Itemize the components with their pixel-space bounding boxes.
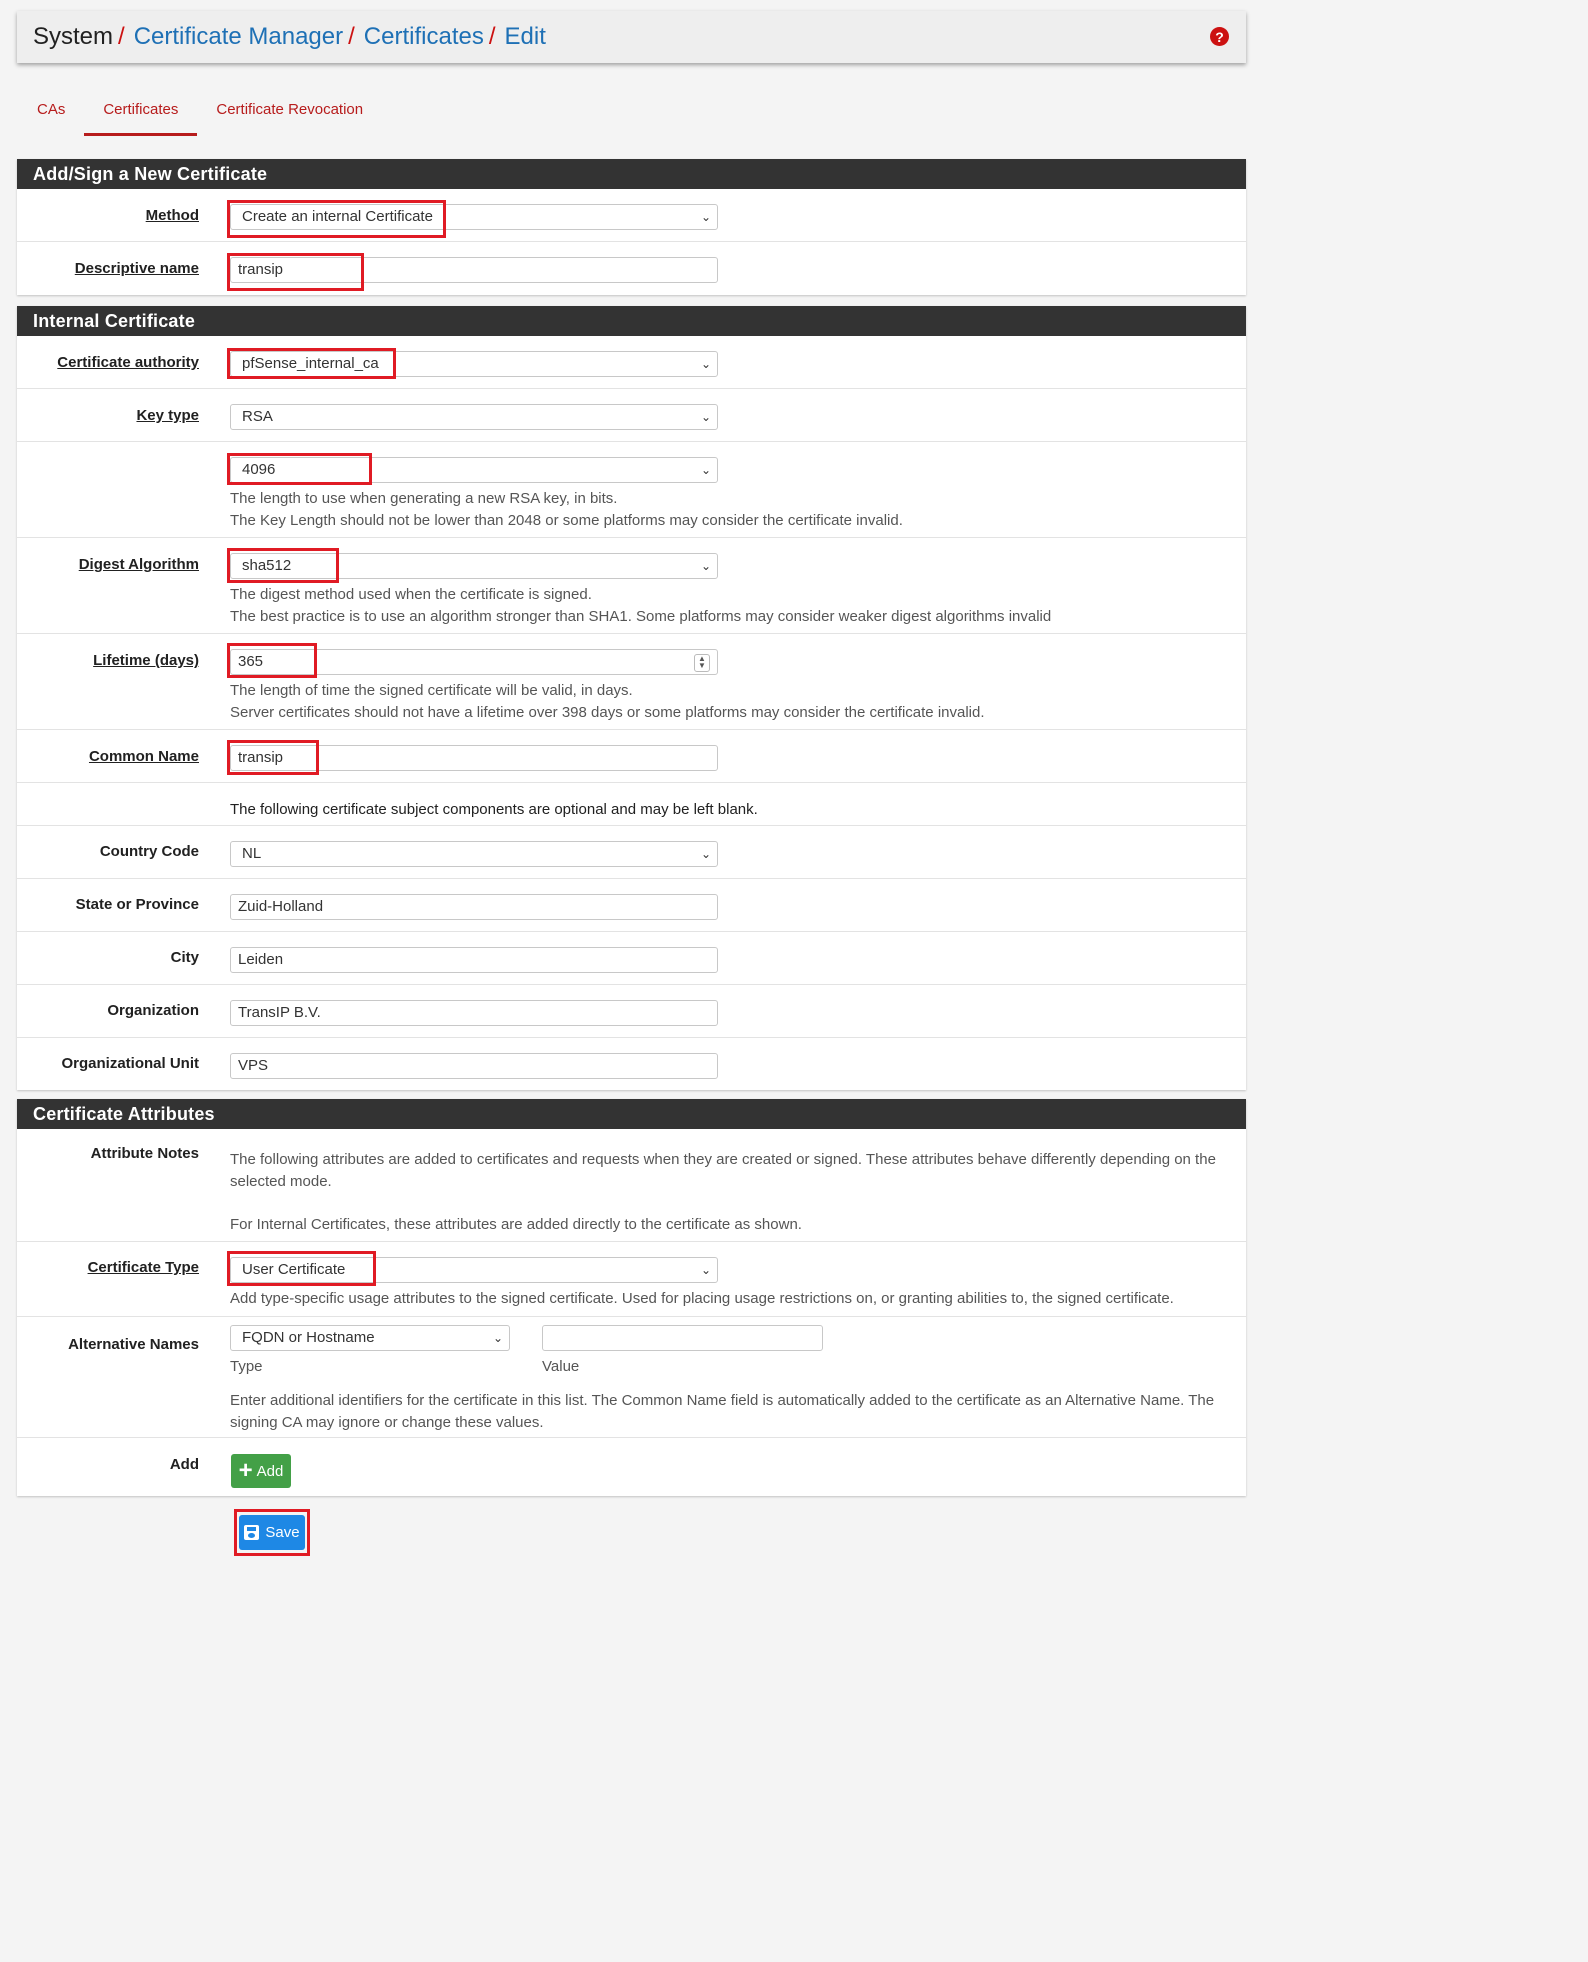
descriptive-name-value: transip	[238, 261, 284, 278]
spinner-icon[interactable]: ▲ ▼	[694, 654, 710, 672]
attribute-notes-label: Attribute Notes	[90, 1145, 199, 1162]
organization-value: TransIP B.V.	[238, 1004, 321, 1021]
method-select[interactable]	[230, 204, 718, 230]
tab-cas[interactable]: CAs	[37, 101, 66, 118]
help-text: The best practice is to use an algorithm stronger than SHA1. Some platforms may consider weaker digest algorithms invalid	[230, 608, 1052, 625]
ca-select-value: pfSense_internal_ca	[242, 355, 379, 372]
organizational-unit-input[interactable]	[230, 1053, 718, 1079]
row-key-type	[17, 389, 1246, 442]
state-input[interactable]	[230, 894, 718, 920]
organizational-unit-label: Organizational Unit	[61, 1055, 199, 1072]
state-label: State or Province	[75, 896, 199, 913]
ca-select[interactable]	[230, 351, 718, 377]
breadcrumb-edit[interactable]: Edit	[504, 23, 546, 50]
row-attribute-notes	[17, 1129, 1246, 1242]
panel-heading-add-sign: Add/Sign a New Certificate	[17, 159, 1246, 189]
help-text: The digest method used when the certificate is signed.	[230, 586, 592, 603]
chevron-down-icon: ⌄	[492, 1331, 503, 1345]
panel-add-sign	[17, 159, 1246, 295]
digest-select-value: sha512	[242, 557, 292, 574]
organizational-unit-value: VPS	[238, 1057, 269, 1074]
panel-heading-internal: Internal Certificate	[17, 306, 1246, 336]
breadcrumb-separator: /	[118, 23, 125, 50]
breadcrumb-certificates[interactable]: Certificates	[363, 23, 484, 50]
descriptive-name-label: Descriptive name	[74, 260, 199, 277]
common-name-input[interactable]	[230, 745, 718, 771]
row-lifetime	[17, 634, 1246, 730]
alternative-names-label: Alternative Names	[68, 1336, 199, 1353]
save-icon	[244, 1525, 259, 1540]
method-label: Method	[145, 207, 199, 224]
panel-certificate-attributes	[17, 1099, 1246, 1496]
lifetime-label: Lifetime (days)	[93, 652, 199, 669]
tab-certificates[interactable]: Certificates	[84, 94, 197, 136]
country-code-value: NL	[242, 845, 262, 862]
method-select-value: Create an internal Certificate	[242, 208, 433, 225]
tab-bar	[18, 94, 382, 138]
row-city	[17, 932, 1246, 985]
alternative-names-help	[230, 1390, 1230, 1434]
row-key-length	[17, 442, 1246, 538]
digest-label: Digest Algorithm	[78, 556, 199, 573]
chevron-down-icon: ⌄	[700, 410, 711, 424]
tab-certificate-revocation[interactable]: Certificate Revocation	[216, 101, 364, 118]
descriptive-name-input[interactable]	[230, 257, 718, 283]
attribute-notes-text	[230, 1149, 1230, 1236]
state-value: Zuid-Holland	[238, 898, 324, 915]
certificate-type-label: Certificate Type	[87, 1259, 199, 1276]
row-organizational-unit	[17, 1038, 1246, 1090]
chevron-down-icon: ⌄	[700, 559, 711, 573]
breadcrumb	[17, 11, 1246, 63]
common-name-value: transip	[238, 749, 284, 766]
breadcrumb-separator: /	[348, 23, 355, 50]
help-text: The following attributes are added to certificates and requests when they are created or signed. These attributes behave differently depending on the	[230, 1151, 1216, 1168]
breadcrumb-certificate-manager[interactable]: Certificate Manager	[133, 23, 344, 50]
add-label: Add	[169, 1456, 199, 1473]
row-state	[17, 879, 1246, 932]
certificate-type-select[interactable]	[230, 1257, 718, 1283]
chevron-down-icon: ⌄	[700, 463, 711, 477]
organization-input[interactable]	[230, 1000, 718, 1026]
row-country-code	[17, 826, 1246, 879]
lifetime-input[interactable]	[230, 649, 718, 675]
help-text: selected mode.	[230, 1173, 332, 1190]
add-button[interactable]	[231, 1454, 291, 1488]
key-type-label: Key type	[136, 407, 199, 424]
chevron-down-icon: ⌄	[700, 210, 711, 224]
row-descriptive-name	[17, 242, 1246, 295]
help-text: signing CA may ignore or change these values.	[230, 1414, 544, 1431]
row-method	[17, 189, 1246, 242]
city-label: City	[170, 949, 199, 966]
row-common-name	[17, 730, 1246, 783]
help-text: Enter additional identifiers for the certificate in this list. The Common Name field is automatically added to the certificate as an Alternative Name. The	[230, 1392, 1215, 1409]
help-text: The length to use when generating a new RSA key, in bits.	[230, 490, 618, 507]
key-length-select[interactable]	[230, 457, 718, 483]
ca-label: Certificate authority	[57, 354, 199, 371]
breadcrumb-system: System	[33, 23, 114, 50]
question-circle-icon[interactable]: ?	[1210, 27, 1229, 46]
lifetime-help	[230, 680, 1230, 724]
panel-heading-attributes: Certificate Attributes	[17, 1099, 1246, 1129]
optional-note: The following certificate subject components are optional and may be left blank.	[230, 801, 758, 818]
row-certificate-authority	[17, 336, 1246, 389]
row-optional-note	[17, 783, 1246, 826]
alt-name-type-caption: Type	[230, 1358, 263, 1375]
row-alternative-names	[17, 1317, 1246, 1438]
certificate-type-help: Add type-specific usage attributes to the signed certificate. Used for placing usage restrictions on, or granting abilities to, the signed certificate.	[230, 1290, 1174, 1307]
plus-icon: +	[238, 1457, 253, 1484]
row-digest-algorithm	[17, 538, 1246, 634]
chevron-down-icon: ⌄	[700, 847, 711, 861]
city-input[interactable]	[230, 947, 718, 973]
panel-internal-certificate	[17, 306, 1246, 1090]
chevron-down-icon: ⌄	[700, 357, 711, 371]
certificate-type-value: User Certificate	[242, 1261, 346, 1278]
organization-label: Organization	[107, 1002, 199, 1019]
add-button-label: Add	[256, 1462, 284, 1480]
alt-name-type-value: FQDN or Hostname	[242, 1329, 375, 1346]
key-length-help	[230, 488, 1230, 532]
help-text: The length of time the signed certificate will be valid, in days.	[230, 682, 633, 699]
common-name-label: Common Name	[88, 748, 199, 765]
digest-select[interactable]	[230, 553, 718, 579]
country-code-select[interactable]	[230, 841, 718, 867]
chevron-down-icon: ⌄	[700, 1263, 711, 1277]
help-text: Server certificates should not have a lifetime over 398 days or some platforms may consider the certificate invalid.	[230, 704, 985, 721]
key-type-select[interactable]	[230, 404, 718, 430]
breadcrumb-separator: /	[488, 23, 496, 50]
save-button[interactable]	[239, 1515, 305, 1550]
alt-name-type-select[interactable]	[230, 1325, 510, 1351]
row-organization	[17, 985, 1246, 1038]
row-certificate-type	[17, 1242, 1246, 1317]
alt-name-value-caption: Value	[542, 1358, 580, 1375]
save-button-label: Save	[265, 1524, 300, 1541]
help-text: The Key Length should not be lower than 2048 or some platforms may consider the certificate invalid.	[230, 512, 903, 529]
key-type-select-value: RSA	[242, 408, 273, 425]
lifetime-input-value: 365	[238, 653, 264, 670]
row-add	[17, 1438, 1246, 1496]
country-code-label: Country Code	[99, 843, 199, 860]
digest-help	[230, 584, 1230, 628]
alt-name-value-input[interactable]	[542, 1325, 823, 1351]
city-value: Leiden	[238, 951, 284, 968]
help-text: For Internal Certificates, these attributes are added directly to the certificate as shown.	[230, 1216, 802, 1233]
key-length-select-value: 4096	[242, 461, 276, 478]
